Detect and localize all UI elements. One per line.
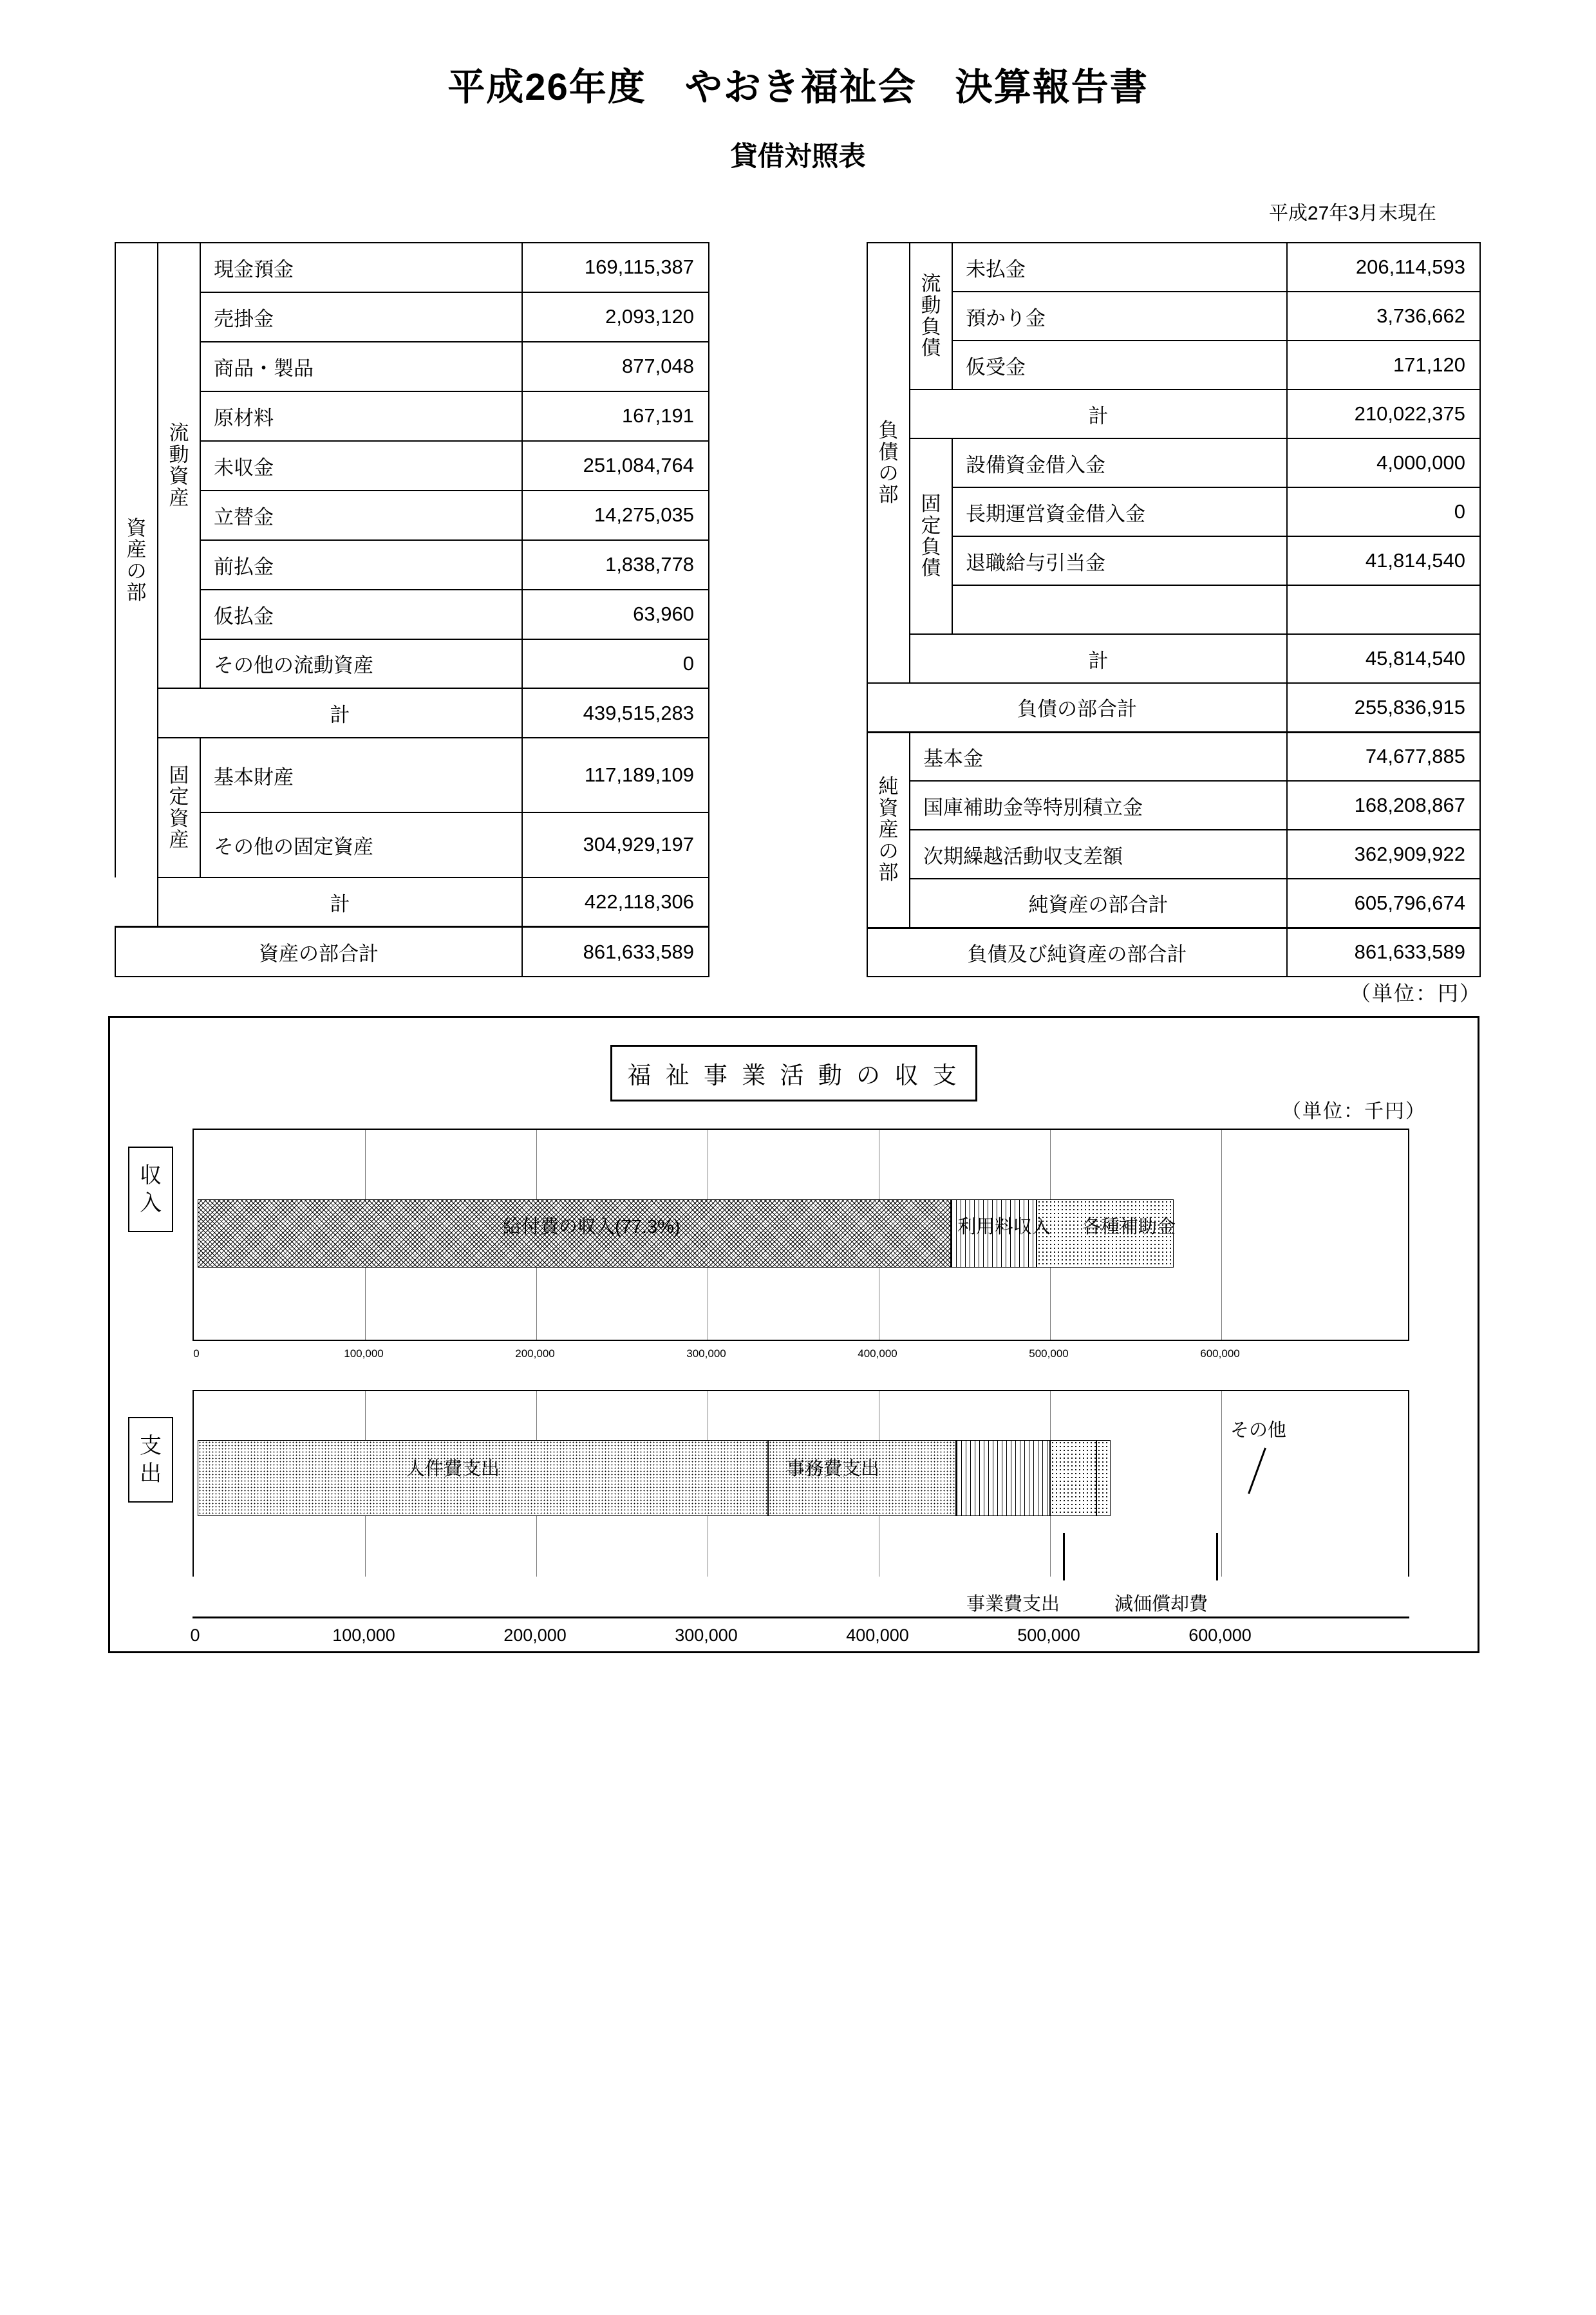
row-label: 資産の部合計 <box>115 927 522 977</box>
table-row-total <box>867 683 1480 732</box>
assets-current-label: 流 動 資 産 <box>158 243 200 688</box>
axis-tick-label: 400,000 <box>858 1347 897 1360</box>
row-value: 206,114,593 <box>1287 243 1480 292</box>
leader-line-business <box>1063 1533 1065 1580</box>
row-value: 45,814,540 <box>1287 634 1480 683</box>
row-label: 前払金 <box>200 540 522 590</box>
table-row-grand-total <box>867 928 1480 977</box>
liabilities-fixed-label: 固 定 負 債 <box>910 438 952 634</box>
axis-tick-label: 300,000 <box>686 1347 726 1360</box>
as-of-date: 平成27年3月末現在 <box>1268 203 1436 224</box>
row-value: 74,677,885 <box>1287 732 1480 781</box>
table-row <box>115 491 709 540</box>
row-label: 基本金 <box>910 732 1287 781</box>
expense-segment-label-personnel: 人件費支出 <box>406 1459 500 1479</box>
row-label: 仮払金 <box>200 590 522 639</box>
table-row <box>115 639 709 689</box>
row-value: 63,960 <box>522 590 709 639</box>
row-label: 未払金 <box>952 243 1287 292</box>
row-value: 422,118,306 <box>522 877 709 927</box>
table-row <box>867 536 1480 585</box>
table-row <box>115 292 709 342</box>
expense-segment-other <box>1096 1440 1111 1516</box>
row-value: 861,633,589 <box>1287 928 1480 977</box>
spacer-cell <box>115 877 158 927</box>
row-value: 251,084,764 <box>522 441 709 491</box>
expense-row-label: 支 出 <box>128 1417 173 1503</box>
table-row <box>867 585 1480 634</box>
row-value: 439,515,283 <box>522 688 709 738</box>
row-value: 210,022,375 <box>1287 389 1480 438</box>
row-value: 861,633,589 <box>522 927 709 977</box>
unit-note-yen: （単位：円） <box>1349 982 1481 1005</box>
row-value: 0 <box>1287 487 1480 536</box>
leader-line-depreciation <box>1216 1533 1218 1580</box>
balance-sheet-tables <box>115 242 1481 977</box>
assets-table <box>115 242 709 977</box>
table-row <box>115 243 709 292</box>
row-value: 171,120 <box>1287 341 1480 389</box>
row-value: 877,048 <box>522 342 709 391</box>
table-row-total <box>867 389 1480 438</box>
row-value: 1,838,778 <box>522 540 709 590</box>
report-page <box>0 57 1596 2315</box>
row-label: 退職給与引当金 <box>952 536 1287 585</box>
expense-annotation-business: 事業費支出 <box>966 1594 1060 1615</box>
unit-note-thousand-yen: （単位：千円） <box>1282 1101 1426 1122</box>
row-value: 117,189,109 <box>522 738 709 812</box>
table-row <box>115 738 709 812</box>
row-label: 売掛金 <box>200 292 522 342</box>
axis-tick-label: 100,000 <box>344 1347 384 1360</box>
table-row <box>867 781 1480 830</box>
table-row-total <box>867 879 1480 928</box>
row-label: 未収金 <box>200 441 522 491</box>
expense-segment-label-office: 事務費支出 <box>786 1459 880 1479</box>
row-label: 計 <box>910 634 1287 683</box>
expense-annotation-depreciation: 減価償却費 <box>1114 1594 1208 1615</box>
income-segment-label-benefit: 給付費の収入(77.3%) <box>503 1217 681 1237</box>
assets-side-label: 資 産 の 部 <box>115 243 158 877</box>
liabilities-current-label: 流 動 負 債 <box>910 243 952 389</box>
table-row-grand-total <box>115 927 709 977</box>
income-segment-label-subsidies: 各種補助金 <box>1082 1217 1176 1237</box>
table-row-total <box>115 877 709 927</box>
axis-tick-label: 100,000 <box>332 1626 395 1645</box>
page-title: 平成26年度 やおき福祉会 決算報告書 <box>447 66 1149 108</box>
axis-line <box>192 1617 1409 1618</box>
row-label: 長期運営資金借入金 <box>952 487 1287 536</box>
table-row <box>867 487 1480 536</box>
table-row-total <box>115 688 709 738</box>
table-row <box>115 812 709 877</box>
axis-tick-label: 500,000 <box>1029 1347 1069 1360</box>
axis-tick-label: 500,000 <box>1017 1626 1080 1645</box>
expense-segment-business <box>956 1440 1050 1516</box>
row-value: 167,191 <box>522 391 709 441</box>
row-label: 計 <box>910 389 1287 438</box>
chart-panel-title: 福 祉 事 業 活 動 の 収 支 <box>610 1045 977 1101</box>
row-value: 304,929,197 <box>522 812 709 877</box>
row-value: 2,093,120 <box>522 292 709 342</box>
axis-tick-label: 400,000 <box>846 1626 909 1645</box>
axis-tick-label: 300,000 <box>675 1626 738 1645</box>
income-row-label: 収 入 <box>128 1147 173 1232</box>
row-label: 商品・製品 <box>200 342 522 391</box>
row-label: 基本財産 <box>200 738 522 812</box>
table-row <box>867 830 1480 879</box>
liabilities-side-label: 負 債 の 部 <box>867 243 910 683</box>
chart-panel <box>108 1016 1479 1653</box>
axis-tick-label: 200,000 <box>515 1347 555 1360</box>
row-label: 国庫補助金等特別積立金 <box>910 781 1287 830</box>
row-value: 169,115,387 <box>522 243 709 292</box>
row-label: 計 <box>158 688 522 738</box>
table-row <box>115 391 709 441</box>
gridline <box>1221 1130 1222 1340</box>
axis-tick-label: 200,000 <box>503 1626 567 1645</box>
row-label: 負債及び純資産の部合計 <box>867 928 1287 977</box>
axis-tick-label: 600,000 <box>1200 1347 1240 1360</box>
row-label: 預かり金 <box>952 292 1287 341</box>
row-value: 3,736,662 <box>1287 292 1480 341</box>
table-row <box>867 341 1480 389</box>
row-value <box>1287 585 1480 634</box>
row-label: その他の固定資産 <box>200 812 522 877</box>
income-segment-label-usage-fee: 利用料収入 <box>957 1217 1051 1237</box>
row-value: 41,814,540 <box>1287 536 1480 585</box>
net-assets-side-label: 純 資 産 の 部 <box>867 732 910 928</box>
row-label: 原材料 <box>200 391 522 441</box>
row-label: 次期繰越活動収支差額 <box>910 830 1287 879</box>
row-label: 設備資金借入金 <box>952 438 1287 487</box>
income-chart-plot <box>192 1129 1409 1341</box>
row-label: 仮受金 <box>952 341 1287 389</box>
expense-annotation-other: その他 <box>1230 1420 1287 1441</box>
table-row-total <box>867 634 1480 683</box>
assets-fixed-label: 固 定 資 産 <box>158 738 200 877</box>
row-label: 負債の部合計 <box>867 683 1287 732</box>
table-row <box>867 732 1480 781</box>
table-row <box>115 342 709 391</box>
row-label: 純資産の部合計 <box>910 879 1287 928</box>
row-label: その他の流動資産 <box>200 639 522 689</box>
row-value: 0 <box>522 639 709 689</box>
section-title-balance-sheet: 貸借対照表 <box>730 141 866 171</box>
expense-segment-depreciation <box>1050 1440 1096 1516</box>
row-value: 4,000,000 <box>1287 438 1480 487</box>
table-row <box>867 438 1480 487</box>
table-row <box>867 243 1480 292</box>
gridline <box>1221 1391 1222 1577</box>
expense-chart-plot <box>192 1390 1409 1577</box>
row-value: 168,208,867 <box>1287 781 1480 830</box>
row-label <box>952 585 1287 634</box>
axis-tick-label: 0 <box>193 1347 200 1360</box>
table-row <box>115 441 709 491</box>
axis-tick-label: 600,000 <box>1188 1626 1252 1645</box>
table-row <box>115 540 709 590</box>
row-value: 605,796,674 <box>1287 879 1480 928</box>
row-value: 255,836,915 <box>1287 683 1480 732</box>
axis-tick-label: 0 <box>190 1626 200 1645</box>
table-row <box>115 590 709 639</box>
row-label: 現金預金 <box>200 243 522 292</box>
row-label: 計 <box>158 877 522 927</box>
row-value: 14,275,035 <box>522 491 709 540</box>
liabilities-net-assets-table <box>867 242 1481 977</box>
row-label: 立替金 <box>200 491 522 540</box>
table-row <box>867 292 1480 341</box>
row-value: 362,909,922 <box>1287 830 1480 879</box>
